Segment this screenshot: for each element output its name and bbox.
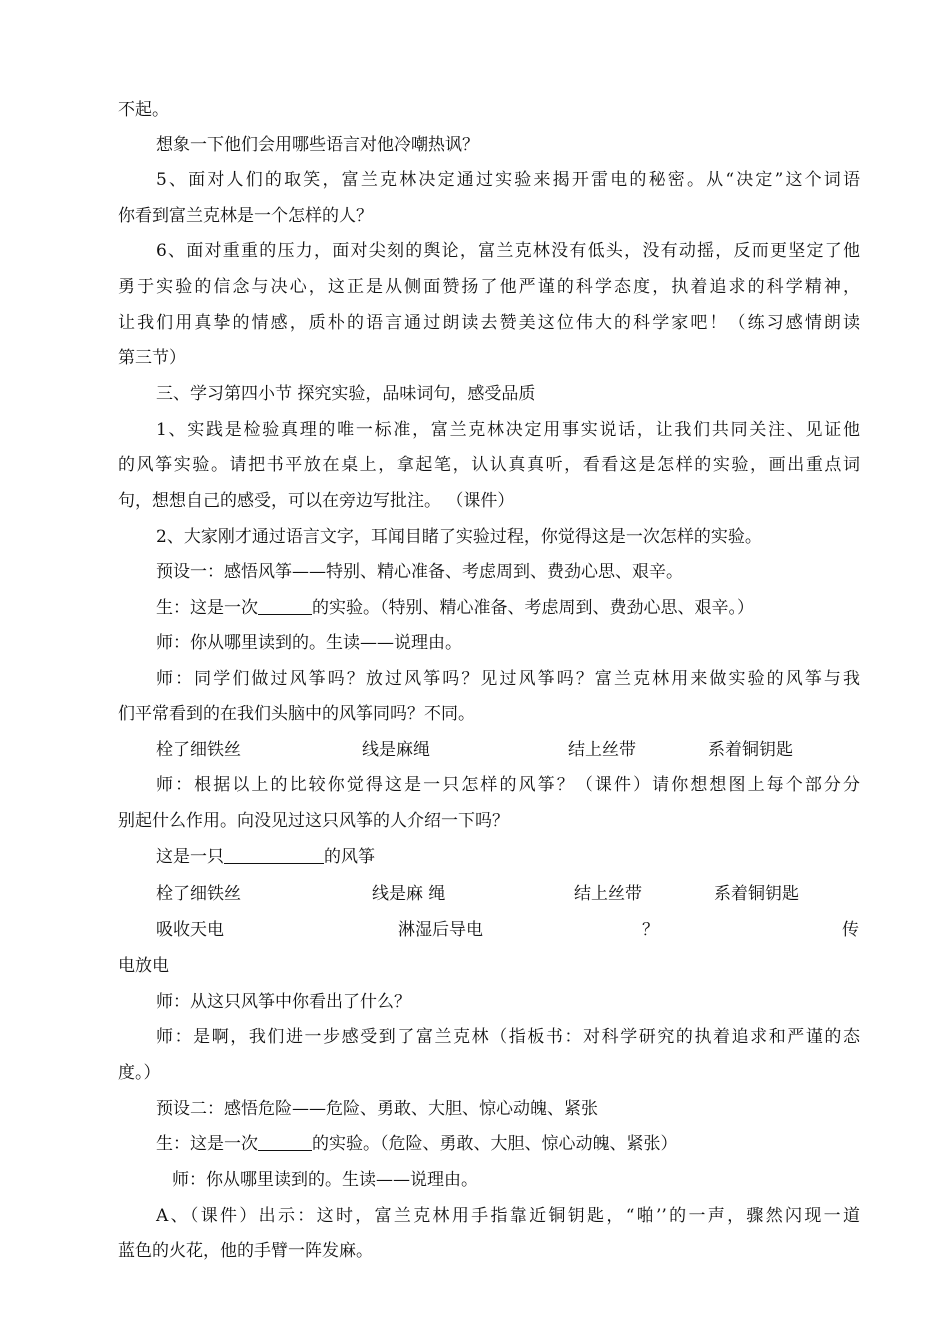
paragraph-line: 5、面对人们的取笑，富兰克林决定通过实验来揭开雷电的秘密。从“决定”这个词语 <box>156 170 860 190</box>
line-suffix: 的实验。（特别、精心准备、考虑周到、费劲心思、艰辛。） <box>312 598 754 618</box>
line-suffix: 的风筝 <box>324 847 375 867</box>
kite-function-label: 传 <box>842 920 859 940</box>
kite-function-label: 淋湿后导电 <box>398 920 483 940</box>
paragraph-line: 们平常看到的在我们头脑中的风筝同吗？不同。 <box>118 704 475 724</box>
line-suffix: 的实验。（危险、勇敢、大胆、惊心动魄、紧张） <box>312 1134 678 1154</box>
kite-part-label: 系着铜钥匙 <box>714 884 799 904</box>
paragraph-line: 师：从这只风筝中你看出了什么？ <box>156 992 411 1012</box>
paragraph-line: 的风筝实验。请把书平放在桌上，拿起笔，认认真真听，看看这是怎样的实验，画出重点词 <box>118 455 860 475</box>
paragraph-line: 度。） <box>118 1063 161 1083</box>
paragraph-line: 师：你从哪里读到的。生读——说理由。 <box>172 1170 478 1190</box>
paragraph-line <box>156 596 860 620</box>
paragraph-line: 师：根据以上的比较你觉得这是一只怎样的风筝？（课件）请你想想图上每个部分分 <box>156 775 860 795</box>
paragraph-line: 预设一：感悟风筝——特别、精心准备、考虑周到、费劲心思、艰辛。 <box>156 562 683 582</box>
kite-part-label: 线是麻 绳 <box>372 884 446 904</box>
paragraph-line: 你看到富兰克林是一个怎样的人？ <box>118 206 373 226</box>
paragraph-line: 句，想想自己的感受，可以在旁边写批注。 （课件） <box>118 491 515 511</box>
paragraph-line: 第三节） <box>118 348 186 368</box>
fill-in-blank <box>258 596 312 615</box>
paragraph-line: 别起什么作用。向没见过这只风筝的人介绍一下吗？ <box>118 811 509 831</box>
kite-part-label: 结上丝带 <box>568 740 636 760</box>
kite-part-label: 系着铜钥匙 <box>708 740 793 760</box>
paragraph-line <box>156 845 860 869</box>
kite-part-label: 栓了细铁丝 <box>156 884 241 904</box>
paragraph-line: 1、实践是检验真理的唯一标准，富兰克林决定用事实说话，让我们共同关注、见证他 <box>156 420 860 440</box>
paragraph-line: 不起。 <box>118 100 169 120</box>
fill-in-blank <box>258 1132 312 1151</box>
line-prefix: 生：这是一次 <box>156 598 258 618</box>
paragraph-line: 电放电 <box>118 956 169 976</box>
paragraph-line: 预设二：感悟危险——危险、勇敢、大胆、惊心动魄、紧张 <box>156 1099 598 1119</box>
paragraph-line: 让我们用真挚的情感，质朴的语言通过朗读去赞美这位伟大的科学家吧！（练习感情朗读 <box>118 313 860 333</box>
kite-part-label: 栓了细铁丝 <box>156 740 241 760</box>
paragraph-line: 蓝色的火花，他的手臂一阵发麻。 <box>118 1241 373 1261</box>
line-prefix: 这是一只 <box>156 847 224 867</box>
section-heading: 三、学习第四小节 探究实验，品味词句，感受品质 <box>156 384 536 404</box>
paragraph-line: 师：你从哪里读到的。生读——说理由。 <box>156 633 462 653</box>
paragraph-line: 6、面对重重的压力，面对尖刻的舆论，富兰克林没有低头，没有动摇，反而更坚定了他 <box>156 241 860 261</box>
line-prefix: 生：这是一次 <box>156 1134 258 1154</box>
kite-part-label: 线是麻绳 <box>362 740 430 760</box>
kite-function-label: 吸收天电 <box>156 920 224 940</box>
paragraph-line: 想象一下他们会用哪些语言对他冷嘲热讽？ <box>156 135 479 155</box>
paragraph-line: 2、大家刚才通过语言文字，耳闻目睹了实验过程，你觉得这是一次怎样的实验。 <box>156 527 762 547</box>
kite-part-label: 结上丝带 <box>574 884 642 904</box>
paragraph-line: 师：是啊，我们进一步感受到了富兰克林（指板书：对科学研究的执着追求和严谨的态 <box>156 1027 860 1047</box>
fill-in-blank <box>224 845 324 864</box>
paragraph-line <box>156 1132 860 1156</box>
paragraph-line: 师：同学们做过风筝吗？放过风筝吗？见过风筝吗？富兰克林用来做实验的风筝与我 <box>156 669 860 689</box>
paragraph-line: A、（课件）出示：这时，富兰克林用手指靠近铜钥匙，“啪’’的一声，骤然闪现一道 <box>156 1206 860 1226</box>
kite-function-label: ？ <box>642 920 659 940</box>
paragraph-line: 勇于实验的信念与决心，这正是从侧面赞扬了他严谨的科学态度，执着追求的科学精神， <box>118 277 860 297</box>
